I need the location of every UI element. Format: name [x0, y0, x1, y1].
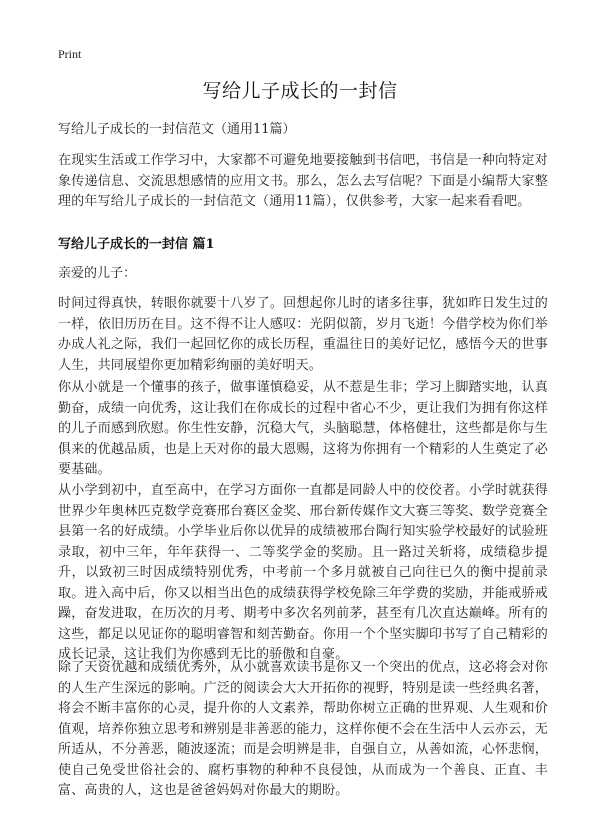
intro-paragraph: 在现实生活或工作学习中，大家都不可避免地要接触到书信吧，书信是一种向特定对象传递信息、交流思想感情的应用文书。那么，怎么去写信呢？下面是小编帮大家整理的年写给儿子成长的一封信范文（通用11篇），仅供参考，大家一起来看看吧。: [58, 153, 548, 209]
body-paragraph: 除了天资优越和成绩优秀外，从小就喜欢读书是你又一个突出的优点，这必将会对你的人生产生深远的影响。广泛的阅读会大大开拓你的视野，特别是读一些经典名著，将会不断丰富你的心灵，提升你的人文素养，帮助你树立正确的世界观、人生观和价值观，培养你独立思考和辨别是非善恶的能力，这样你便不会在生活中人云亦云，无所适从，不分善恶，随波逐流；而是会明辨是非，自强自立，从善如流，心怀悲悯，使自己免受世俗社会的、腐朽事物的种种不良侵蚀，从而成为一个善良、正直、丰富、高贵的人，这也是爸爸妈妈对你最大的期盼。: [58, 660, 548, 798]
letter-greeting: 亲爱的儿子：: [58, 266, 137, 281]
body-paragraph: 你从小就是一个懂事的孩子，做事谨慎稳妥，从不惹是生非；学习上脚踏实地，认真勤奋，成绩一向优秀，这让我们在你成长的过程中省心不少，更让我们为拥有你这样的儿子而感到欣慰。你生性安静，沉稳大气，头脑聪慧，体格健壮，这些都是你与生俱来的优越品质，也是上天对你的最大恩赐，这将为你拥有一个精彩的人生奠定了必要基础。: [58, 380, 548, 477]
page-title: 写给儿子成长的一封信: [202, 80, 398, 102]
body-paragraph: 从小学到初中，直至高中，在学习方面你一直都是同龄人中的佼佼者。小学时就获得世界少年奥林匹克数学竞赛邢台赛区金奖、邢台新传媒作文大赛三等奖、数学竞赛全县第一名的好成绩。小学毕业后你以优异的成绩被邢台陶行知实验学校最好的试验班录取，初中三年，年年获得一、二等奖学金的奖励。且一路过关斩将，成绩稳步提升，以致初三时因成绩特别优秀，中考前一个多月就被自己向往已久的衡中提前录取。进入高中后，你又以相当出色的成绩获得学校免除三年学费的奖励，并能戒骄戒躁，奋发进取，在历次的月考、期考中多次名列前茅，甚至有几次直达巅峰。所有的这些，都足以见证你的聪明睿智和刻苦勤奋。你用一个个坚实脚印书写了自己精彩的成长记录，这让我们为你感到无比的骄傲和自豪。: [58, 483, 548, 662]
print-link[interactable]: Print: [58, 47, 82, 61]
document-subtitle: 写给儿子成长的一封信范文（通用11篇）: [58, 122, 296, 137]
section-heading: 写给儿子成长的一封信 篇1: [58, 237, 215, 252]
body-paragraph: 时间过得真快，转眼你就要十八岁了。回想起你儿时的诸多往事，犹如昨日发生过的一样，依旧历历在目。这不得不让人感叹：光阴似箭，岁月飞逝！今借学校为你们举办成人礼之际，我们一起回忆你的成长历程，重温往日的美好记忆，感悟今天的世事人生，共同展望你更加精彩绚丽的美好明天。: [58, 296, 548, 373]
